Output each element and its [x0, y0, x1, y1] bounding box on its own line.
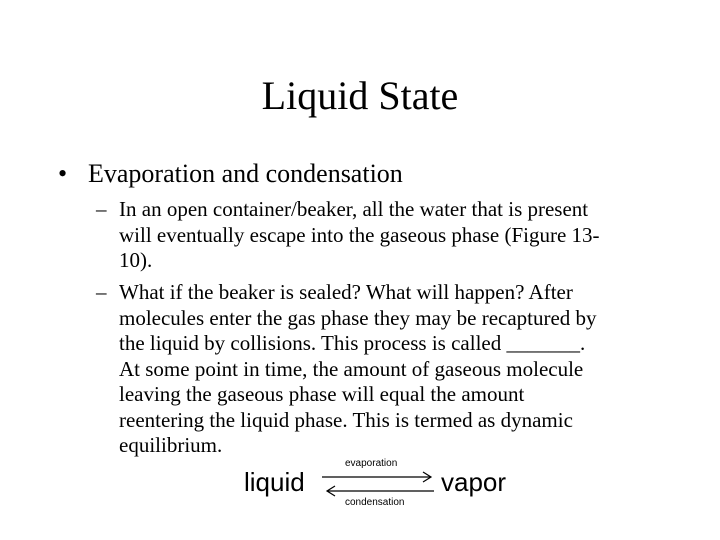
equation-vapor: vapor — [441, 467, 507, 497]
condensation-label: condensation — [345, 497, 405, 508]
main-bullet-text: Evaporation and condensation — [88, 159, 403, 188]
bullet-mark: • — [58, 159, 68, 188]
equilibrium-arrows — [320, 455, 438, 515]
equilibrium-equation — [0, 455, 720, 515]
text-line: What if the beaker is sealed? What will happen? After — [119, 280, 573, 304]
text-line: molecules enter the gas phase they may be recaptured by — [119, 305, 597, 330]
text-line: 10). — [119, 248, 153, 272]
text-line: the liquid by collisions. This process is called _______. — [119, 331, 586, 355]
text-line: reentering the liquid phase. This is termed as dynamic — [119, 407, 573, 432]
sub-bullet-text — [119, 197, 600, 274]
sub-bullet-text — [119, 280, 597, 459]
evaporation-label: evaporation — [345, 458, 398, 469]
equation-liquid: liquid — [244, 467, 305, 497]
slide-title: Liquid State — [261, 73, 459, 118]
text-line: leaving the gaseous phase will equal the amount — [119, 382, 525, 406]
text-line: At some point in time, the amount of gaseous molecule — [119, 356, 584, 381]
text-line: equilibrium. — [119, 433, 223, 457]
text-line: will eventually escape into the gaseous phase (Figure 13- — [119, 222, 600, 247]
text-line: In an open container/beaker, all the water that is present — [119, 197, 589, 221]
dash-mark: – — [96, 197, 107, 221]
dash-mark: – — [96, 280, 107, 304]
